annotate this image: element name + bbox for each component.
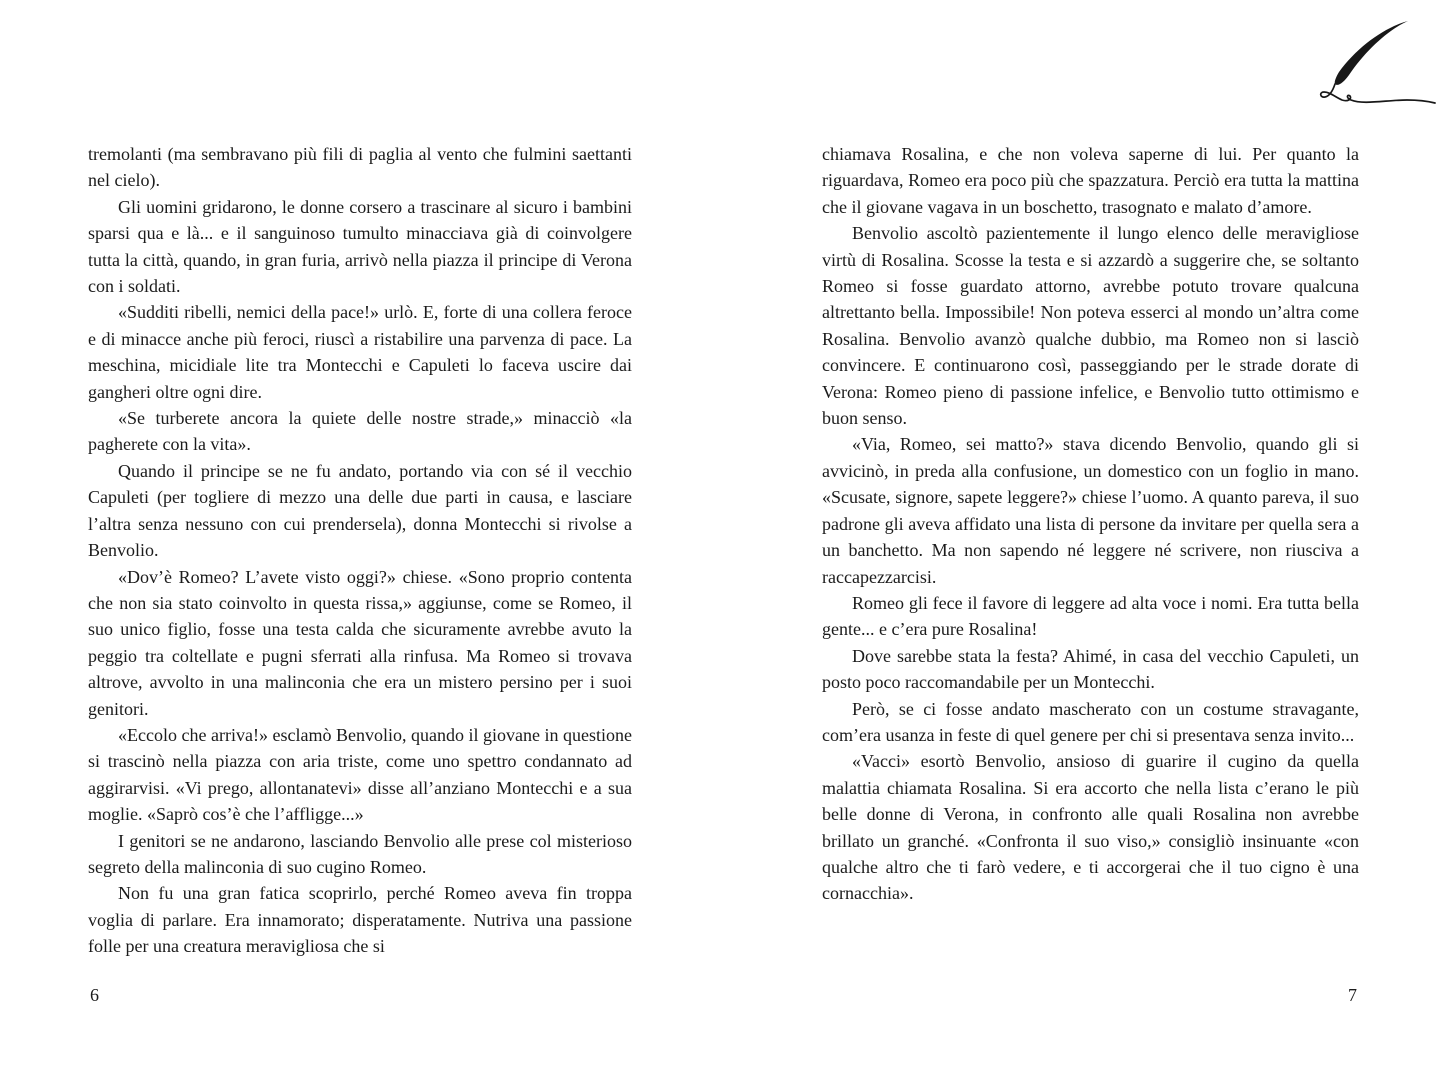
paragraph: «Via, Romeo, sei matto?» stava dicendo Benvolio, quando gli si avvicinò, in preda alla confusione, un domestico con un foglio in mano. «Scusate, signore, sapete leggere?» chiese l’uomo. A quanto pareva, il suo padrone gli aveva affidato una lista di persone da invitare per quella sera a un banchetto. Ma non sapendo né leggere né scrivere, non riusciva a raccapezzarcisi. xyxy=(822,434,1359,587)
paragraph: «Eccolo che arriva!» esclamò Benvolio, quando il giovane in questione si trascinò nella piazza con aria triste, come uno spettro condannato ad aggirarvisi. «Vi prego, allontanatevi» disse all’anziano Montecchi e a sua moglie. «Saprò cos’è che l’affligge...» xyxy=(88,724,632,825)
paragraph: tremolanti (ma sembravano più fili di paglia al vento che fulmini saettanti nel cielo). xyxy=(88,144,632,191)
paragraph: Dove sarebbe stata la festa? Ahimé, in casa del vecchio Capuleti, un posto poco raccomandabile per un Montecchi. xyxy=(822,645,1359,693)
paragraph: Gli uomini gridarono, le donne corsero a trascinare al sicuro i bambini sparsi qua e là... e il sanguinoso tumulto minacciava già di coinvolgere tutta la città, quando, in gran furia, arrivò nella piazza il principe di Verona con i soldati. xyxy=(88,196,632,297)
paragraph: chiamava Rosalina, e che non voleva saperne di lui. Per quanto la riguardava, Romeo era poco più che spazzatura. Perciò era tutta la mattina che il giovane vagava in un boschetto, trasognato e malato d’amore. xyxy=(822,144,1359,217)
paragraph: «Vacci» esortò Benvolio, ansioso di guarire il cugino da quella malattia chiamata Rosalina. Si era accorto che nella lista c’erano le più belle donne di Verona, in confronto alle quali Rosalina non avrebbe brillato un granché. «Confronta il suo viso,» consigliò insinuante «con qualche altro che ti farò vedere, e ti accorgerai che il tuo cigno è una cornacchia». xyxy=(822,751,1359,904)
paragraph: «Sudditi ribelli, nemici della pace!» urlò. E, forte di una collera feroce e di minacce anche più feroci, riuscì a ristabilire una parvenza di pace. La meschina, micidiale lite tra Montecchi e Capuleti lo faceva uscire dai gangheri oltre ogni dire. xyxy=(88,302,632,402)
quill-feather-icon xyxy=(1305,16,1437,110)
page-right-text xyxy=(822,141,1359,907)
page-right xyxy=(822,141,1359,907)
paragraph: «Dov’è Romeo? L’avete visto oggi?» chiese. «Sono proprio contenta che non sia stato coinvolto in questa rissa,» aggiunse, come se Romeo, il suo unico figlio, fosse una testa calda che sicuramente avrebbe avuto la peggio tra coltellate e pugni sferrati alla rinfusa. Ma Romeo si trovava altrove, avvolto in una malinconia che era un mistero persino per i suoi genitori. xyxy=(88,566,632,719)
paragraph: Però, se ci fosse andato mascherato con un costume stravagante, com’era usanza in feste di quel genere per chi si presentava senza invito... xyxy=(822,698,1359,745)
paragraph: Quando il principe se ne fu andato, portando via con sé il vecchio Capuleti (per togliere di mezzo una delle due parti in causa, e lasciare l’altra senza nessuno con cui prendersela), donna Montecchi si rivolse a Benvolio. xyxy=(88,460,632,561)
paragraph: I genitori se ne andarono, lasciando Benvolio alle prese col misterioso segreto della malinconia di suo cugino Romeo. xyxy=(88,830,632,877)
page-number-right: 7 xyxy=(1348,985,1357,1005)
page-number-left: 6 xyxy=(90,985,99,1005)
paragraph: «Se turberete ancora la quiete delle nostre strade,» minacciò «la pagherete con la vita». xyxy=(88,408,632,455)
paragraph: Non fu una gran fatica scoprirlo, perché Romeo aveva fin troppa voglia di parlare. Era innamorato; disperatamente. Nutriva una passione folle per una creatura meravigliosa che si xyxy=(88,883,632,957)
page-left-text xyxy=(88,141,632,960)
page-left xyxy=(88,141,632,960)
paragraph: Romeo gli fece il favore di leggere ad alta voce i nomi. Era tutta bella gente... e c’era pure Rosalina! xyxy=(822,592,1359,640)
paragraph: Benvolio ascoltò pazientemente il lungo elenco delle meravigliose virtù di Rosalina. Scosse la testa e si azzardò a suggerire che, se soltanto Romeo si fosse guardato attorno, avrebbe potuto trovare qualcuna altrettanto bella. Impossibile! Non poteva esserci al mondo un’altra come Rosalina. Benvolio avanzò qualche dubbio, ma Romeo non si lasciò convincere. E continuarono così, passeggiando per le strade dorate di Verona: Romeo pieno di passione infelice, e Benvolio tutto ottimismo e buon senso. xyxy=(822,223,1359,429)
